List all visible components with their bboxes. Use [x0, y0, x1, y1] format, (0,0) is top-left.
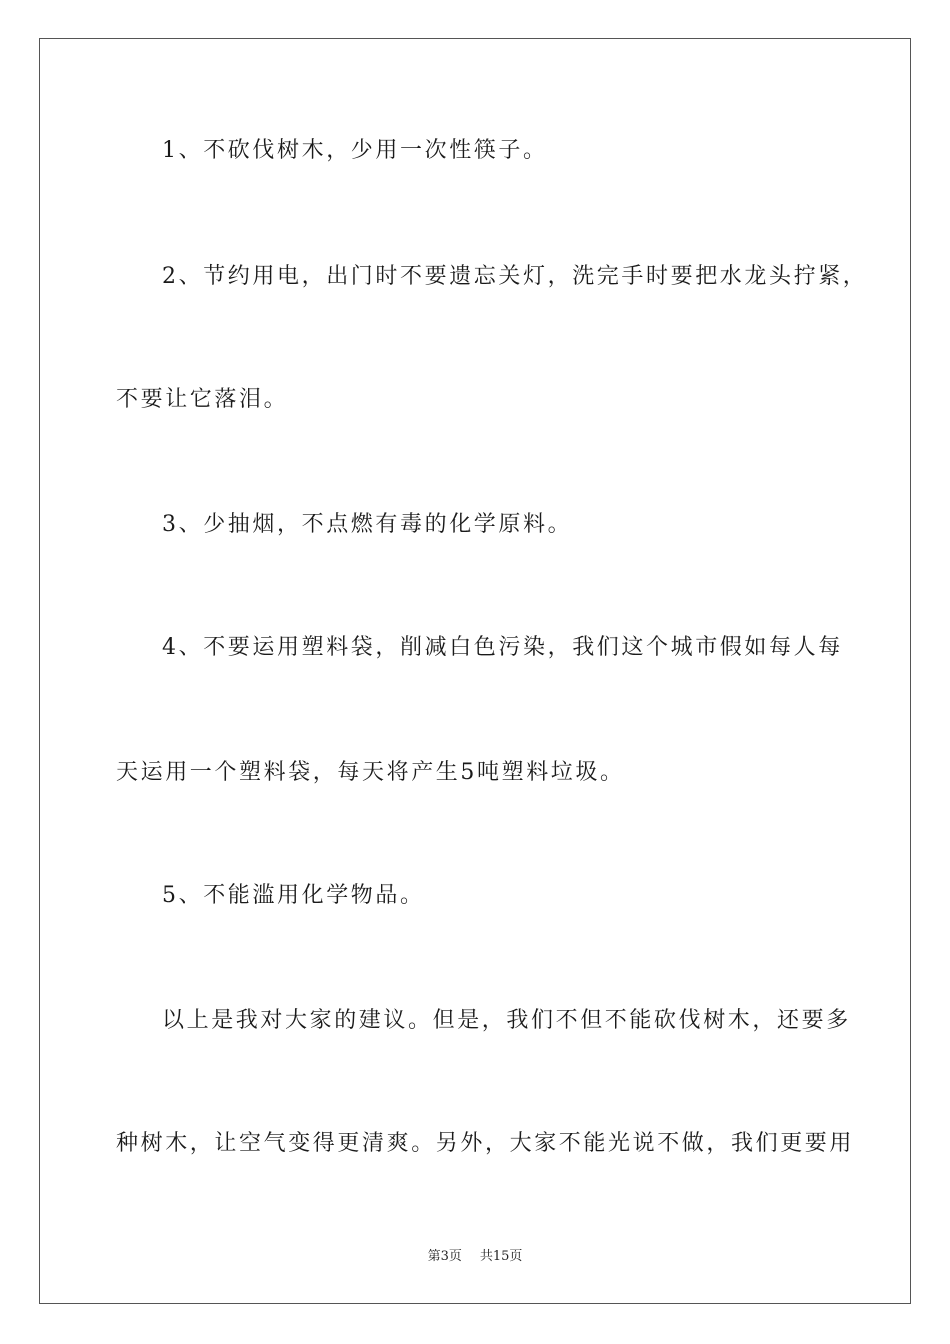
body-line-4: 3、少抽烟，不点燃有毒的化学原料。 — [162, 512, 573, 537]
body-line-5: 4、不要运用塑料袋，削减白色污染，我们这个城市假如每人每 — [162, 635, 843, 660]
body-line-1: 1、不砍伐树木，少用一次性筷子。 — [162, 138, 548, 163]
page-footer — [0, 1248, 950, 1266]
body-line-9: 种树木，让空气变得更清爽。另外，大家不能光说不做，我们更要用 — [116, 1131, 855, 1156]
page-number: 第3页 — [427, 1249, 462, 1264]
body-line-7: 5、不能滥用化学物品。 — [162, 883, 425, 908]
page-total: 共15页 — [479, 1249, 523, 1264]
page-border — [39, 38, 911, 1304]
body-line-3: 不要让它落泪。 — [116, 387, 289, 412]
body-line-2: 2、节约用电，出门时不要遗忘关灯，洗完手时要把水龙头拧紧， — [162, 264, 868, 289]
body-line-6: 天运用一个塑料袋，每天将产生5吨塑料垃圾。 — [116, 760, 625, 785]
body-line-8: 以上是我对大家的建议。但是，我们不但不能砍伐树木，还要多 — [162, 1008, 851, 1033]
